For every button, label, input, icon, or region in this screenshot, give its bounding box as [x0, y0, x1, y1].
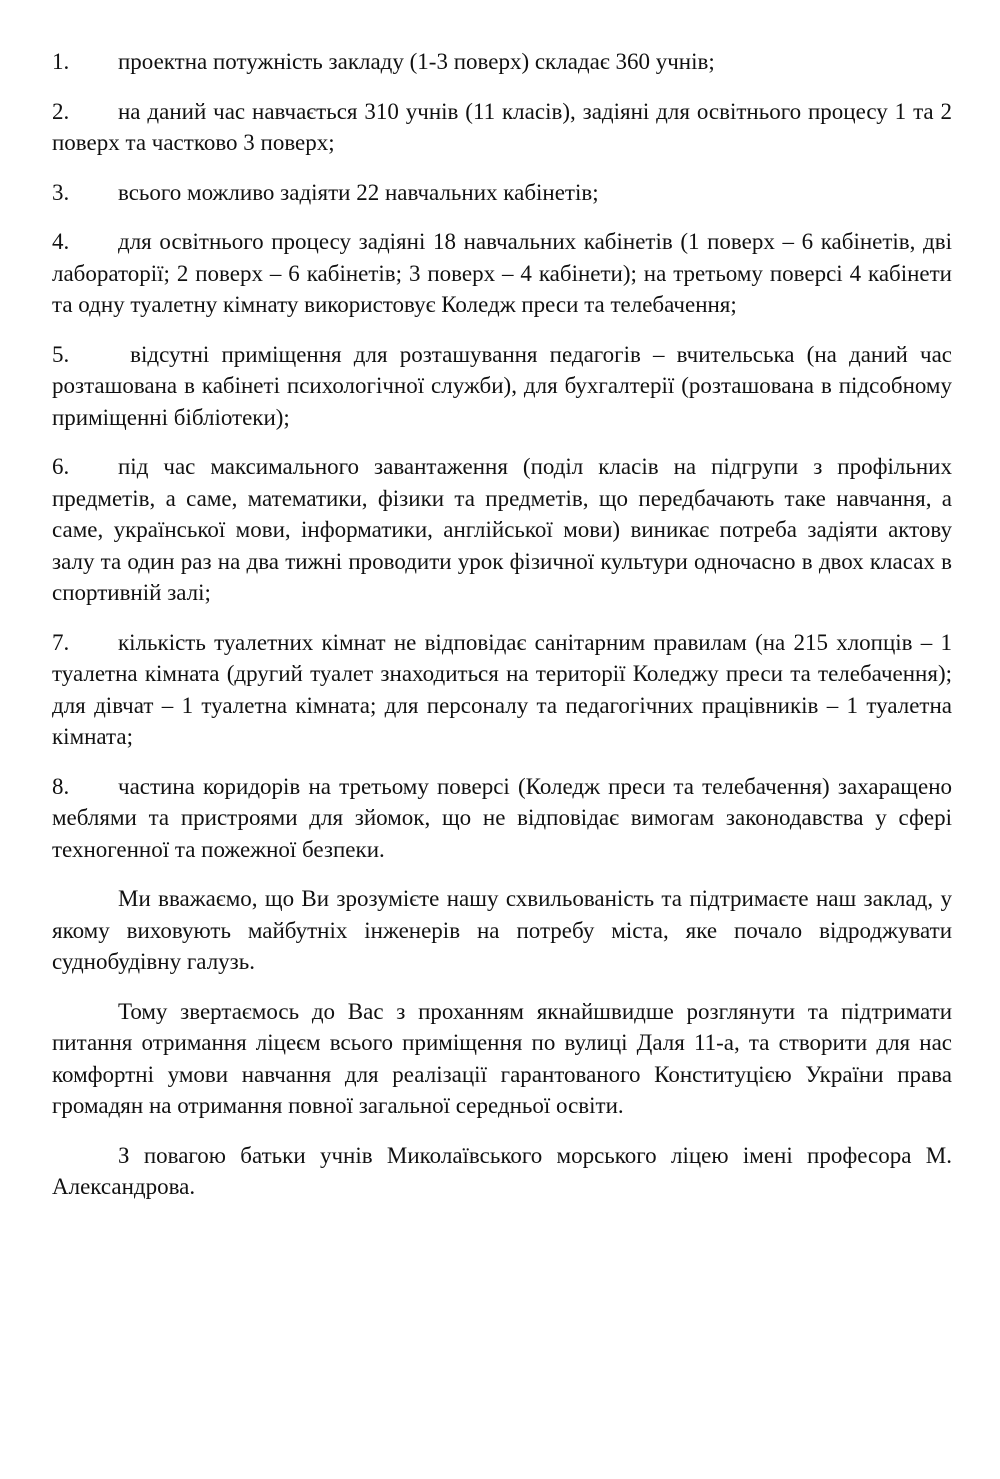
closing-signature: З повагою батьки учнів Миколаївського морського ліцею імені професора М. Александрова. — [52, 1142, 952, 1199]
list-item-number: 7. — [52, 629, 70, 655]
list-item-text: для освітнього процесу задіяні 18 навчальних кабінетів (1 поверх – 6 кабінетів, дві лабораторії; 2 поверх – 6 кабінетів; 3 поверх – 4 кабінети); на третьому поверсі 4 кабінети та одну туалетну кімнату використовує Коледж преси та телебачення; — [52, 229, 952, 317]
list-item-text: на даний час навчається 310 учнів (11 класів), задіяні для освітнього процесу 1 та 2 поверх та частково 3 поверх; — [52, 98, 952, 155]
list-item-number: 2. — [52, 98, 70, 124]
list-item — [52, 339, 952, 434]
list-item-number: 6. — [52, 454, 70, 479]
list-item-text: всього можливо задіяти 22 навчальних кабінетів; — [118, 179, 599, 205]
list-item-text: відсутні приміщення для розташування педагогів – вчительська (на даний час розташована в кабінеті психологічної служби), для бухгалтерії (розташована в підсобному приміщенні бібліотеки); — [52, 341, 952, 430]
list-item — [52, 451, 952, 609]
list-item-text: під час максимального завантаження (поділ класів на підгрупи з профільних предметів, а саме, математики, фізики та предметів, що передбачають таке навчання, а саме, української мови, інформатики, англійської мови) виникає потреба задіяти актову залу та один раз на два тижні проводити урок фізичної культури одночасно в двох класах в спортивній залі; — [52, 454, 952, 605]
list-item-text: частина коридорів на третьому поверсі (Коледж преси та телебачення) захаращено меблями та пристроями для зйомок, що не відповідає вимогам законодавства у сфері техногенної та пожежної безпеки. — [52, 773, 952, 862]
body-paragraph: Тому звертаємось до Вас з проханням якнайшвидше розглянути та підтримати питання отримання ліцеєм всього приміщення по вулиці Даля 11-а, та створити для нас комфортні умови навчання для реалізації гарантованого Конституцією України права громадян на отримання повної загальної середньої освіти. — [52, 998, 952, 1118]
list-item — [52, 226, 952, 321]
list-item-text: кількість туалетних кімнат не відповідає санітарним правилам (на 215 хлопців – 1 туалетна кімната (другий туалет знаходиться на території Коледжу преси та телебачення); для дівчат – 1 туалетна кімната; для персоналу та педагогічних працівників – 1 туалетна кімната; — [52, 629, 952, 749]
list-item-number: 1. — [52, 49, 70, 74]
body-paragraph: Ми вважаємо, що Ви зрозумієте нашу схвильованість та підтримаєте наш заклад, у якому виховують майбутніх інженерів на потребу міста, яке почало відроджувати суднобудівну галузь. — [52, 886, 952, 974]
list-item — [52, 771, 952, 866]
list-item-number: 4. — [52, 229, 70, 254]
list-item — [52, 46, 952, 78]
document-page — [52, 46, 952, 1221]
list-item-number: 8. — [52, 773, 70, 799]
list-item — [52, 177, 952, 209]
list-item-number: 5. — [52, 341, 70, 367]
list-item — [52, 627, 952, 753]
list-item-number: 3. — [52, 179, 70, 205]
list-item-text: проектна потужність закладу (1-3 поверх) складає 360 учнів; — [118, 49, 715, 74]
list-item — [52, 96, 952, 159]
